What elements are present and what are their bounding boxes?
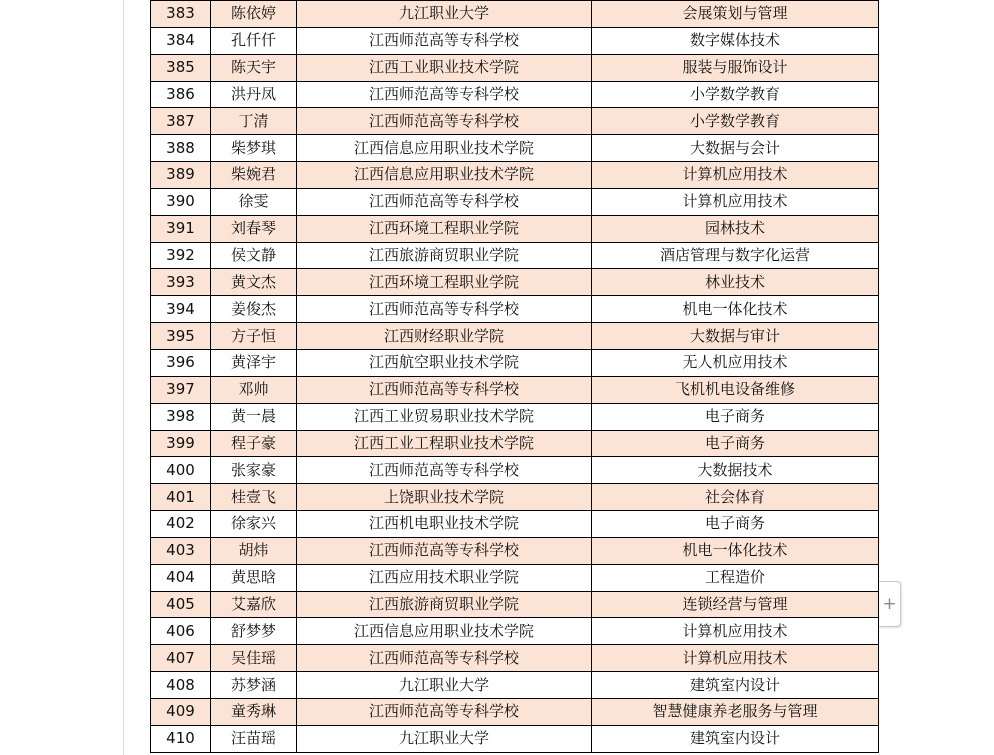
school-name: 江西信息应用职业技术学院 — [297, 618, 592, 645]
school-name: 九江职业大学 — [297, 725, 592, 752]
row-number: 384 — [151, 27, 211, 54]
row-number: 402 — [151, 511, 211, 538]
add-row-button[interactable] — [879, 581, 901, 627]
school-name: 江西师范高等专科学校 — [297, 457, 592, 484]
row-number: 410 — [151, 725, 211, 752]
row-number: 393 — [151, 269, 211, 296]
table-row — [151, 511, 879, 538]
row-number: 398 — [151, 403, 211, 430]
student-name: 方子恒 — [211, 323, 297, 350]
row-number: 391 — [151, 215, 211, 242]
school-name: 江西师范高等专科学校 — [297, 537, 592, 564]
table-row — [151, 1, 879, 28]
school-name: 江西旅游商贸职业学院 — [297, 591, 592, 618]
major-name: 小学数学教育 — [592, 81, 879, 108]
student-name: 童秀琳 — [211, 698, 297, 725]
table-row — [151, 430, 879, 457]
row-number: 409 — [151, 698, 211, 725]
major-name: 电子商务 — [592, 403, 879, 430]
table-row — [151, 54, 879, 81]
school-name: 江西师范高等专科学校 — [297, 27, 592, 54]
table-row — [151, 591, 879, 618]
table-row — [151, 618, 879, 645]
major-name: 酒店管理与数字化运营 — [592, 242, 879, 269]
row-number: 401 — [151, 484, 211, 511]
row-number: 388 — [151, 135, 211, 162]
row-number: 404 — [151, 564, 211, 591]
school-name: 江西师范高等专科学校 — [297, 108, 592, 135]
major-name: 电子商务 — [592, 511, 879, 538]
table-row — [151, 672, 879, 699]
student-name: 孔仟仟 — [211, 27, 297, 54]
row-number: 397 — [151, 376, 211, 403]
major-name: 园林技术 — [592, 215, 879, 242]
school-name: 江西信息应用职业技术学院 — [297, 162, 592, 189]
major-name: 数字媒体技术 — [592, 27, 879, 54]
student-name: 刘春琴 — [211, 215, 297, 242]
table-row — [151, 242, 879, 269]
major-name: 工程造价 — [592, 564, 879, 591]
school-name: 江西旅游商贸职业学院 — [297, 242, 592, 269]
student-name: 姜俊杰 — [211, 296, 297, 323]
school-name: 江西工业贸易职业技术学院 — [297, 403, 592, 430]
major-name: 小学数学教育 — [592, 108, 879, 135]
student-name: 黄思晗 — [211, 564, 297, 591]
table-row — [151, 484, 879, 511]
row-number: 396 — [151, 349, 211, 376]
student-name: 丁清 — [211, 108, 297, 135]
table-row — [151, 376, 879, 403]
table-row — [151, 215, 879, 242]
table-row — [151, 135, 879, 162]
school-name: 上饶职业技术学院 — [297, 484, 592, 511]
student-name: 黄一晨 — [211, 403, 297, 430]
document-page — [150, 0, 879, 753]
table-row — [151, 725, 879, 752]
row-number: 408 — [151, 672, 211, 699]
student-name: 柴梦琪 — [211, 135, 297, 162]
major-name: 计算机应用技术 — [592, 162, 879, 189]
row-number: 403 — [151, 537, 211, 564]
table-row — [151, 349, 879, 376]
student-name: 汪苗瑶 — [211, 725, 297, 752]
table-row — [151, 645, 879, 672]
student-name: 徐家兴 — [211, 511, 297, 538]
row-number: 395 — [151, 323, 211, 350]
row-number: 400 — [151, 457, 211, 484]
major-name: 会展策划与管理 — [592, 1, 879, 28]
major-name: 建筑室内设计 — [592, 672, 879, 699]
major-name: 计算机应用技术 — [592, 645, 879, 672]
row-number: 383 — [151, 1, 211, 28]
table-row — [151, 269, 879, 296]
student-name: 陈依婷 — [211, 1, 297, 28]
school-name: 江西师范高等专科学校 — [297, 296, 592, 323]
major-name: 社会体育 — [592, 484, 879, 511]
student-name: 苏梦涵 — [211, 672, 297, 699]
table-row — [151, 81, 879, 108]
page-edge — [123, 0, 124, 755]
row-number: 394 — [151, 296, 211, 323]
row-number: 407 — [151, 645, 211, 672]
major-name: 计算机应用技术 — [592, 618, 879, 645]
student-name: 洪丹凤 — [211, 81, 297, 108]
major-name: 飞机机电设备维修 — [592, 376, 879, 403]
row-number: 385 — [151, 54, 211, 81]
student-name: 艾嘉欣 — [211, 591, 297, 618]
student-name: 陈天宇 — [211, 54, 297, 81]
major-name: 智慧健康养老服务与管理 — [592, 698, 879, 725]
table-row — [151, 457, 879, 484]
row-number: 406 — [151, 618, 211, 645]
school-name: 江西信息应用职业技术学院 — [297, 135, 592, 162]
school-name: 江西应用技术职业学院 — [297, 564, 592, 591]
school-name: 江西师范高等专科学校 — [297, 376, 592, 403]
school-name: 江西工业工程职业技术学院 — [297, 430, 592, 457]
major-name: 林业技术 — [592, 269, 879, 296]
school-name: 江西师范高等专科学校 — [297, 645, 592, 672]
table-row — [151, 403, 879, 430]
school-name: 江西工业职业技术学院 — [297, 54, 592, 81]
row-number: 399 — [151, 430, 211, 457]
student-name: 桂壹飞 — [211, 484, 297, 511]
student-name: 舒梦梦 — [211, 618, 297, 645]
major-name: 大数据技术 — [592, 457, 879, 484]
school-name: 江西环境工程职业学院 — [297, 215, 592, 242]
student-name: 黄文杰 — [211, 269, 297, 296]
row-number: 387 — [151, 108, 211, 135]
school-name: 江西师范高等专科学校 — [297, 698, 592, 725]
school-name: 江西航空职业技术学院 — [297, 349, 592, 376]
major-name: 机电一体化技术 — [592, 296, 879, 323]
major-name: 连锁经营与管理 — [592, 591, 879, 618]
row-number: 390 — [151, 188, 211, 215]
row-number: 405 — [151, 591, 211, 618]
major-name: 机电一体化技术 — [592, 537, 879, 564]
school-name: 九江职业大学 — [297, 1, 592, 28]
student-name: 徐雯 — [211, 188, 297, 215]
major-name: 建筑室内设计 — [592, 725, 879, 752]
major-name: 无人机应用技术 — [592, 349, 879, 376]
table-row — [151, 296, 879, 323]
row-number: 392 — [151, 242, 211, 269]
school-name: 江西环境工程职业学院 — [297, 269, 592, 296]
school-name: 九江职业大学 — [297, 672, 592, 699]
student-name: 吴佳瑶 — [211, 645, 297, 672]
table-row — [151, 537, 879, 564]
school-name: 江西机电职业技术学院 — [297, 511, 592, 538]
student-name: 程子豪 — [211, 430, 297, 457]
major-name: 大数据与会计 — [592, 135, 879, 162]
student-name: 邓帅 — [211, 376, 297, 403]
student-name: 侯文静 — [211, 242, 297, 269]
major-name: 计算机应用技术 — [592, 188, 879, 215]
row-number: 389 — [151, 162, 211, 189]
school-name: 江西师范高等专科学校 — [297, 188, 592, 215]
table-row — [151, 698, 879, 725]
major-name: 大数据与审计 — [592, 323, 879, 350]
student-name: 柴婉君 — [211, 162, 297, 189]
school-name: 江西师范高等专科学校 — [297, 81, 592, 108]
student-name: 张家豪 — [211, 457, 297, 484]
table-row — [151, 27, 879, 54]
student-name: 胡炜 — [211, 537, 297, 564]
plus-icon: + — [882, 594, 897, 614]
table-row — [151, 108, 879, 135]
student-name: 黄泽宇 — [211, 349, 297, 376]
roster-table — [150, 0, 879, 753]
school-name: 江西财经职业学院 — [297, 323, 592, 350]
roster-body — [151, 1, 879, 753]
table-row — [151, 162, 879, 189]
table-row — [151, 188, 879, 215]
table-row — [151, 323, 879, 350]
row-number: 386 — [151, 81, 211, 108]
table-row — [151, 564, 879, 591]
major-name: 服装与服饰设计 — [592, 54, 879, 81]
major-name: 电子商务 — [592, 430, 879, 457]
